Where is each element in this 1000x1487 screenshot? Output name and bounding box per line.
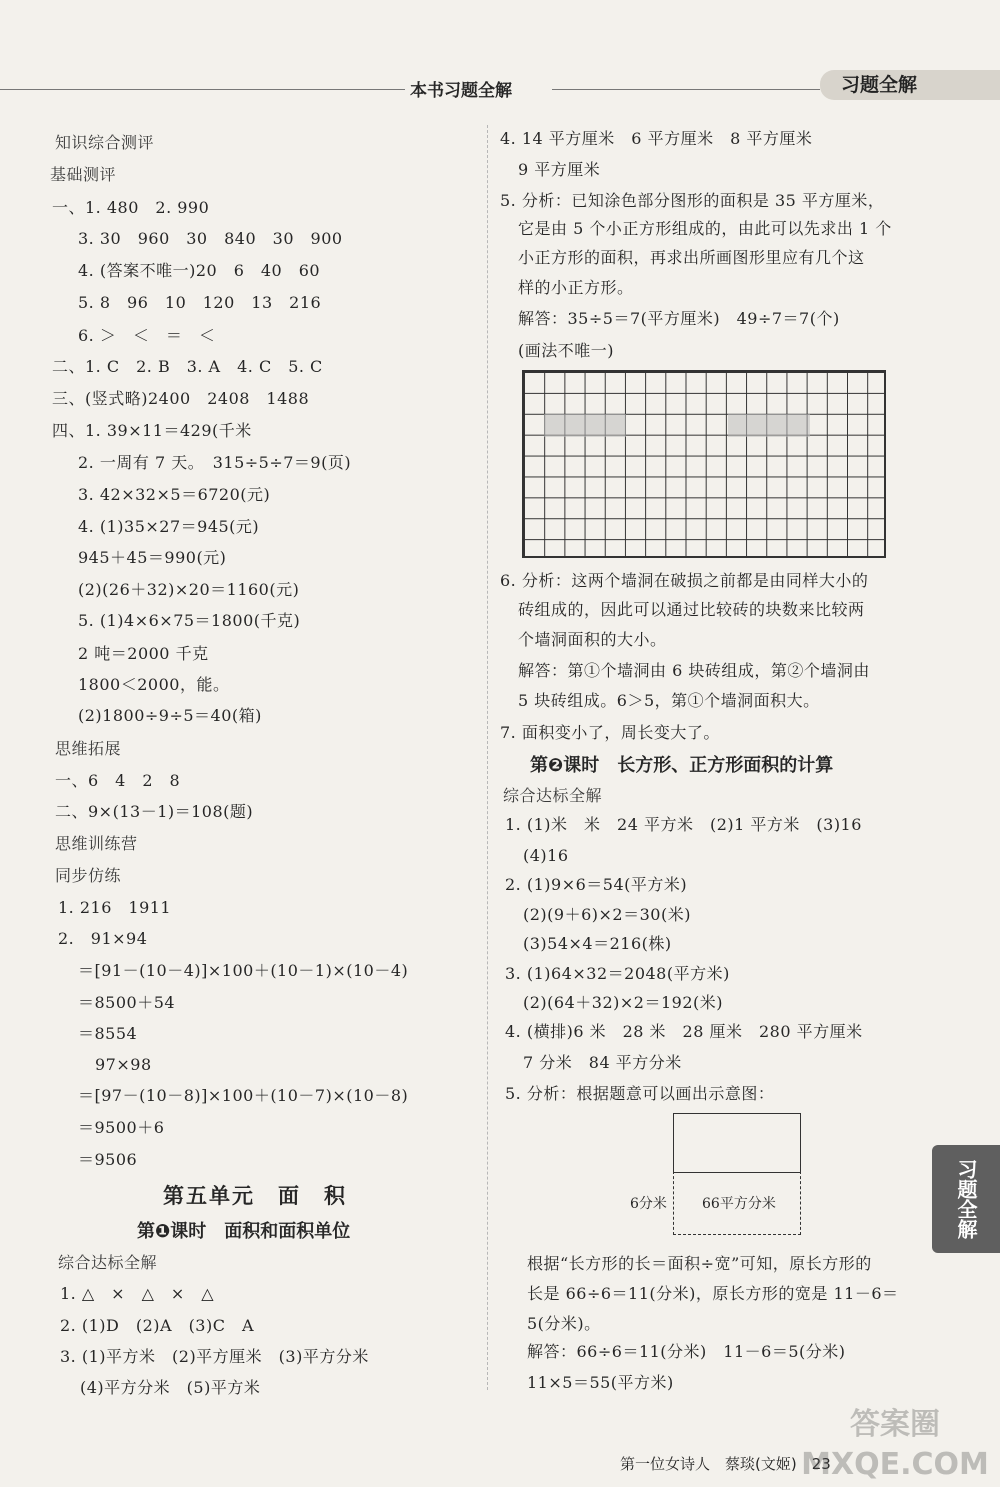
right-line: 7 分米 84 平方分米 xyxy=(523,1053,682,1072)
left-line: 知识综合测评 xyxy=(55,133,155,152)
left-line: 三、(竖式略)2400 2408 1488 xyxy=(52,389,310,408)
left-line: ＝8554 xyxy=(78,1024,138,1043)
right-line: 解答：第①个墙洞由 6 块砖组成，第②个墙洞由 xyxy=(518,661,870,680)
left-line: 4. (答案不唯一)20 6 40 60 xyxy=(78,261,321,280)
left-line: 3. 30 960 30 840 30 900 xyxy=(78,229,343,248)
left-line: 一、6 4 2 8 xyxy=(55,771,181,790)
right-line: (画法不唯一) xyxy=(518,341,614,360)
right-line: 7. 面积变小了，周长变大了。 xyxy=(500,723,720,742)
left-line: 基础测评 xyxy=(50,165,117,184)
right-line: 6. 分析：这两个墙洞在破损之前都是由同样大小的 xyxy=(500,571,869,590)
right-line: 9 平方厘米 xyxy=(518,160,601,179)
left-line: ＝8500＋54 xyxy=(78,993,176,1012)
right-line: (2)(64＋32)×2＝192(米) xyxy=(523,993,723,1012)
left-line: 思维训练营 xyxy=(55,834,138,853)
left-line: 6. ＞ ＜ ＝ ＜ xyxy=(78,326,216,345)
left-line: 一、1. 480 2. 990 xyxy=(52,198,210,217)
grid-shaded-region-1 xyxy=(544,414,626,437)
left-line: ＝[97－(10－8)]×100＋(10－7)×(10－8) xyxy=(78,1086,409,1105)
left-line: 2. 一周有 7 天。 315÷5÷7＝9(页) xyxy=(78,453,352,472)
header-tag: 习题全解 xyxy=(820,70,938,100)
right-line: 它是由 5 个小正方形组成的，由此可以先求出 1 个 xyxy=(518,219,892,238)
right-line: 小正方形的面积，再求出所画图形里应有几个这 xyxy=(518,248,865,267)
left-line: 1. 216 1911 xyxy=(58,898,172,917)
square-grid-figure xyxy=(522,370,886,558)
header-title: 本书习题全解 xyxy=(410,81,512,101)
watermark: 答案圈 MXQE.COM xyxy=(801,1407,989,1482)
left-line: 1800＜2000，能。 xyxy=(78,675,230,694)
header-rule-right xyxy=(552,89,820,90)
left-line: 2. (1)D (2)A (3)C A xyxy=(60,1316,255,1335)
left-line: 综合达标全解 xyxy=(58,1253,158,1272)
left-line: ＝9500＋6 xyxy=(78,1118,165,1137)
left-line: ＝[91－(10－4)]×100＋(10－1)×(10－4) xyxy=(78,961,409,980)
right-line: 5. 分析：已知涂色部分图形的面积是 35 平方厘米， xyxy=(500,191,885,210)
page-footer: 第一位女诗人 蔡琰(文姬) 23 xyxy=(620,1455,831,1473)
left-line: 3. (1)平方米 (2)平方厘米 (3)平方分米 xyxy=(60,1347,369,1366)
left-line: 四、1. 39×11＝429(千米 xyxy=(52,421,252,440)
right-line: 解答：66÷6＝11(分米) 11－6＝5(分米) xyxy=(527,1342,846,1361)
header-rule-left xyxy=(0,89,405,90)
right-line: 长是 66÷6＝11(分米)，原长方形的宽是 11－6＝ xyxy=(527,1284,899,1303)
left-line: ＝9506 xyxy=(78,1150,138,1169)
left-line: 同步仿练 xyxy=(55,866,122,885)
right-line: 5 块砖组成。6＞5，第①个墙洞面积大。 xyxy=(518,691,820,710)
left-line: 5. 8 96 10 120 13 216 xyxy=(78,293,322,312)
grid-shaded-region-2 xyxy=(728,414,810,437)
left-line: 5. (1)4×6×75＝1800(千克) xyxy=(78,611,301,630)
right-line: (3)54×4＝216(株) xyxy=(523,934,672,953)
right-line: 综合达标全解 xyxy=(503,786,603,805)
diagram-width-label: 6分米 xyxy=(630,1196,667,1212)
header-tag-extension xyxy=(938,70,1000,100)
left-line: 2 吨＝2000 千克 xyxy=(78,644,209,663)
right-line: 5(分米)。 xyxy=(527,1314,601,1333)
right-line: 解答：35÷5＝7(平方厘米) 49÷7＝7(个) xyxy=(518,309,840,328)
left-line: 3. 42×32×5＝6720(元) xyxy=(78,485,271,504)
right-line: (2)(9＋6)×2＝30(米) xyxy=(523,905,691,924)
right-line: 根据“长方形的长＝面积÷宽”可知，原长方形的 xyxy=(527,1254,872,1273)
right-line: 个墙洞面积的大小。 xyxy=(518,630,667,649)
left-line: (2)1800÷9÷5＝40(箱) xyxy=(78,706,262,725)
unit-title: 第五单元 面 积 xyxy=(163,1184,347,1208)
side-tab: 习题全解 xyxy=(932,1145,1000,1253)
right-line: 4. (横排)6 米 28 米 28 厘米 280 平方厘米 xyxy=(505,1022,863,1041)
left-line: 二、9×(13－1)＝108(题) xyxy=(55,802,254,821)
right-line: 样的小正方形。 xyxy=(518,278,634,297)
left-line: 思维拓展 xyxy=(55,739,122,758)
right-line: 5. 分析：根据题意可以画出示意图： xyxy=(505,1084,775,1103)
right-line: 11×5＝55(平方米) xyxy=(527,1373,674,1392)
left-line: 二、1. C 2. B 3. A 4. C 5. C xyxy=(52,357,323,376)
column-divider xyxy=(487,125,488,1390)
right-line: (4)16 xyxy=(523,846,569,865)
right-line: 2. (1)9×6＝54(平方米) xyxy=(505,875,688,894)
left-line: (2)(26＋32)×20＝1160(元) xyxy=(78,580,300,599)
left-line: 945＋45＝990(元) xyxy=(78,548,227,567)
original-rectangle xyxy=(673,1113,801,1173)
lesson-1-title: 第❶课时 面积和面积单位 xyxy=(137,1221,351,1242)
right-line: 砖组成的，因此可以通过比较砖的块数来比较两 xyxy=(518,600,865,619)
left-line: 1. △ × △ × △ xyxy=(60,1284,215,1303)
right-line: 3. (1)64×32＝2048(平方米) xyxy=(505,964,730,983)
left-line: 97×98 xyxy=(95,1055,152,1074)
right-line: 1. (1)米 米 24 平方米 (2)1 平方米 (3)16 xyxy=(505,815,862,834)
left-line: (4)平方分米 (5)平方米 xyxy=(80,1378,261,1397)
left-line: 4. (1)35×27＝945(元) xyxy=(78,517,260,536)
lesson-2-title: 第❷课时 长方形、正方形面积的计算 xyxy=(530,755,834,776)
left-line: 2. 91×94 xyxy=(58,929,148,948)
right-line: 4. 14 平方厘米 6 平方厘米 8 平方厘米 xyxy=(500,129,813,148)
diagram-area-label: 66平方分米 xyxy=(702,1196,776,1212)
